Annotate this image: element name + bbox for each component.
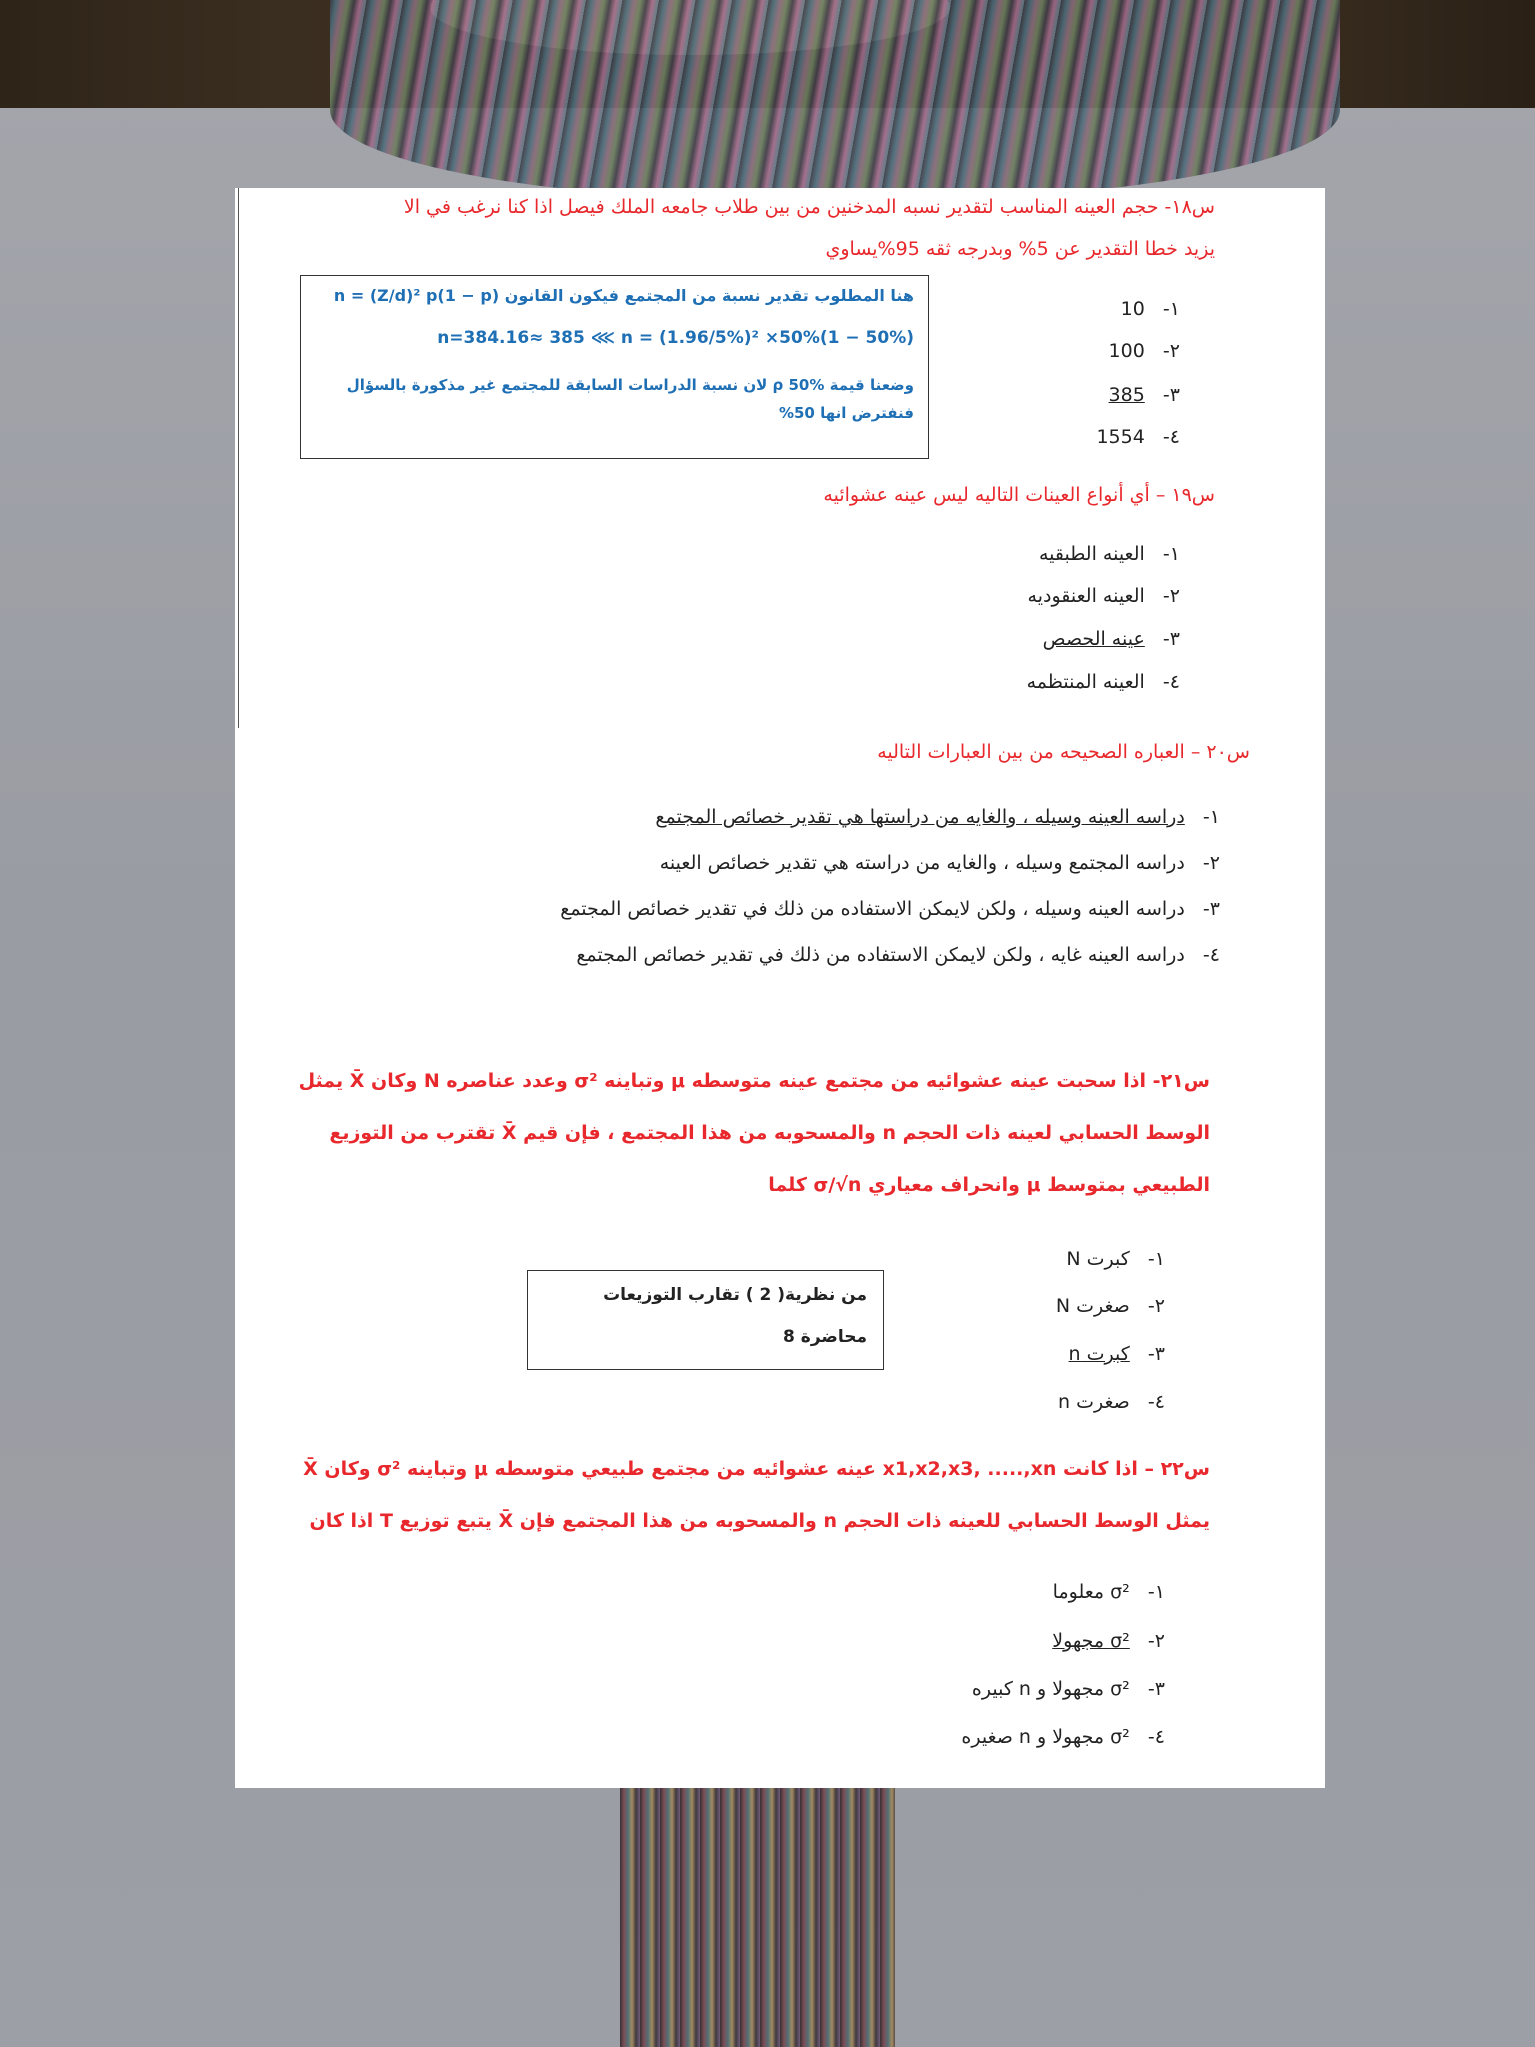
option-number: ٣- — [1162, 628, 1180, 650]
q19-option-3 — [1043, 628, 1180, 650]
option-number: ١- — [1162, 298, 1180, 320]
option-text: كبرت N — [1066, 1248, 1130, 1270]
option-number: ٢- — [1147, 1295, 1165, 1317]
option-text: صغرت n — [1058, 1391, 1130, 1413]
option-text: 1554 — [1096, 426, 1145, 448]
q20-option-2 — [660, 852, 1220, 874]
option-text: العينه المنتظمه — [1026, 671, 1145, 693]
option-text: 100 — [1108, 340, 1145, 362]
option-text: دراسه العينه وسيله ، ولكن لايمكن الاستفاده من ذلك في تقدير خصائص المجتمع — [560, 898, 1185, 920]
option-number: ٣- — [1147, 1678, 1165, 1700]
q21-option-3 — [1069, 1343, 1165, 1365]
option-text-correct: 385 — [1108, 384, 1145, 406]
q18-note-line-2: n=384.16≈ 385 ⋘ n = (1.96/5%)² ×50%(1 − 50%) — [437, 328, 914, 348]
q18-note-line-4: فنفترض انها 50% — [778, 404, 914, 422]
option-number: ١- — [1147, 1248, 1165, 1270]
option-number: ٤- — [1162, 671, 1180, 693]
option-number: ٤- — [1147, 1726, 1165, 1748]
option-number: ٣- — [1202, 898, 1220, 920]
q21-note-line-2: محاضرة 8 — [783, 1327, 867, 1347]
q20-option-3 — [560, 898, 1220, 920]
q18-option-4 — [1096, 426, 1180, 448]
q19-option-1 — [1039, 543, 1180, 565]
q18-line-2: يزيد خطا التقدير عن 5% وبدرجه ثقه 95%يساوي — [825, 238, 1215, 260]
margin-line — [238, 188, 239, 728]
q18-option-2 — [1109, 340, 1180, 362]
option-number: ٢- — [1147, 1630, 1165, 1652]
option-text: العينه العنقوديه — [1027, 585, 1145, 607]
option-number: ٤- — [1162, 426, 1180, 448]
q21-line-3: الطبيعي بمتوسط μ وانحراف معياري σ/√n كلما — [768, 1174, 1210, 1196]
option-text: σ² مجهولا و n كبيره — [971, 1678, 1130, 1700]
option-number: ٢- — [1162, 585, 1180, 607]
option-number: ٤- — [1202, 944, 1220, 966]
option-text: العينه الطبقيه — [1038, 543, 1145, 565]
q22-line-2: يمثل الوسط الحسابي للعينه ذات الحجم n والمسحوبه من هذا المجتمع فإن X̄ يتبع توزيع T اذا كان — [309, 1510, 1210, 1532]
q22-option-2 — [1052, 1630, 1165, 1652]
option-number: ٤- — [1147, 1391, 1165, 1413]
option-number: ١- — [1162, 543, 1180, 565]
q18-solution-box — [300, 275, 929, 459]
option-number: ٢- — [1162, 340, 1180, 362]
q19-option-2 — [1028, 585, 1180, 607]
scarf-fringe-background — [620, 1780, 895, 2047]
q22-line-1: س٢٢ – اذا كانت x1,x2,x3, .....,xn عينه عشوائيه من مجتمع طبيعي متوسطه μ وتباينه σ² وكان X̄ — [303, 1458, 1210, 1480]
option-text: دراسه العينه غايه ، ولكن لايمكن الاستفاده من ذلك في تقدير خصائص المجتمع — [576, 944, 1185, 966]
q18-option-3 — [1109, 384, 1180, 406]
q21-note-box — [527, 1270, 884, 1370]
option-text-correct: σ² مجهولا — [1052, 1630, 1130, 1652]
q22-option-3 — [972, 1678, 1165, 1700]
q20-line-1: س٢٠ – العباره الصحيحه من بين العبارات التاليه — [877, 741, 1250, 763]
q21-line-1: س٢١- اذا سحبت عينه عشوائيه من مجتمع عينه متوسطه μ وتباينه σ² وعدد عناصره N وكان X̄ يمثل — [298, 1070, 1210, 1092]
q20-option-1 — [655, 806, 1220, 828]
q18-note-line-1: هنا المطلوب تقدير نسبة من المجتمع فيكون القانون n = (Z/d)² p(1 − p) — [333, 286, 914, 305]
q22-option-1 — [1053, 1581, 1165, 1603]
q18-option-1 — [1121, 298, 1180, 320]
option-number: ١- — [1147, 1581, 1165, 1603]
q20-option-4 — [576, 944, 1220, 966]
q21-line-2: الوسط الحسابي لعينه ذات الحجم n والمسحوبه من هذا المجتمع ، فإن قيم X̄ تقترب من التوزيع — [329, 1122, 1210, 1144]
q19-line-1: س١٩ – أي أنواع العينات التاليه ليس عينه عشوائيه — [823, 484, 1215, 506]
option-number: ٣- — [1147, 1343, 1165, 1365]
scarf-background — [330, 0, 1340, 200]
q21-note-line-1: من نظرية( 2 ) تقارب التوزيعات — [603, 1285, 867, 1305]
q18-note-line-3: وضعنا قيمة ρ 50% لان نسبة الدراسات السابقة للمجتمع غير مذكورة بالسؤال — [346, 376, 914, 394]
document-page — [235, 188, 1325, 1788]
option-text: σ² معلوما — [1052, 1581, 1130, 1603]
option-text-correct: دراسه العينه وسيله ، والغايه من دراستها هي تقدير خصائص المجتمع — [655, 806, 1185, 828]
q19-option-4 — [1027, 671, 1180, 693]
option-text-correct: عينه الحصص — [1042, 628, 1145, 650]
q22-option-4 — [961, 1726, 1165, 1748]
option-number: ٢- — [1202, 852, 1220, 874]
option-number: ١- — [1202, 806, 1220, 828]
q21-option-1 — [1066, 1248, 1165, 1270]
option-text: صغرت N — [1055, 1295, 1130, 1317]
option-text: دراسه المجتمع وسيله ، والغايه من دراسته هي تقدير خصائص العينه — [659, 852, 1185, 874]
option-number: ٣- — [1162, 384, 1180, 406]
q18-line-1: س١٨- حجم العينه المناسب لتقدير نسبه المدخنين من بين طلاب جامعه الملك فيصل اذا كنا نرغب في الا — [403, 196, 1215, 218]
q21-option-2 — [1056, 1295, 1165, 1317]
q21-option-4 — [1058, 1391, 1165, 1413]
option-text-correct: كبرت n — [1068, 1343, 1130, 1365]
option-text: σ² مجهولا و n صغيره — [961, 1726, 1130, 1748]
option-text: 10 — [1120, 298, 1145, 320]
